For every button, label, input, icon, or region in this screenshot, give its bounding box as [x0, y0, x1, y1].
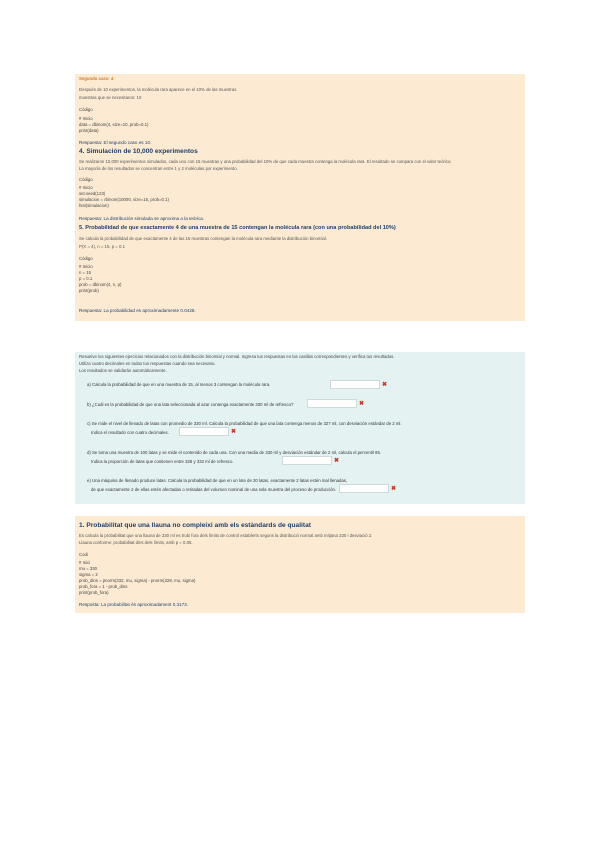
section-title: 1. Probabilitat que una llauna no compleixi amb els estàndards de qualitat	[79, 522, 311, 529]
quiz-intro: Utiliza cuatro decimales en todas tus respuestas cuando sea necesario.	[79, 361, 216, 366]
question-e: e) Una máquina de llenado produce latas. Calcula la probabilidad de que en un lote de 20 latas, exactamente 2 latas estén mal llenadas,	[87, 478, 348, 483]
question-d-cont: Indica la proporción de latas que contienen entre 328 y 332 ml de refresco.	[91, 459, 234, 464]
exercise-panel-binomial	[75, 74, 525, 321]
code-label: Código	[79, 177, 93, 182]
section-title: 5. Probabilidad de que exactamente 4 de una muestra de 15 contengan la molécula rara (con una probabilidad del 10%)	[79, 225, 396, 231]
question-c-cont: Indica el resultado con cuatro decimales.	[91, 430, 169, 435]
code-label: Código	[79, 107, 93, 112]
code-line: p = 0.1	[79, 276, 93, 281]
section-title: 4. Simulación de 10,000 experimentos	[79, 148, 198, 155]
description-text: La mayoría de los resultados se concentran entre 1 y 2 moléculas por experimento.	[79, 166, 238, 171]
code-line: sigma = 2	[79, 572, 98, 577]
answer-input-e[interactable]	[339, 484, 389, 493]
answer-text: Resposta: La probabilitat és aproximadament 0.3173.	[79, 602, 189, 607]
code-line: print(prob)	[79, 288, 99, 293]
code-line: n = 15	[79, 270, 92, 275]
answer-text: Respuesta: La distribución simulada se aproxima a la teórica.	[79, 216, 205, 221]
code-line: hist(simulacion)	[79, 203, 109, 208]
answer-input-c[interactable]	[179, 427, 229, 436]
x-icon: ✖	[391, 486, 397, 492]
code-line: # Inicio	[79, 116, 93, 121]
description-text: Después de 10 experimentos, la molécula rara aparece en el 10% de las muestras	[79, 87, 237, 92]
code-line: print(prob_fora)	[79, 590, 109, 595]
code-line: set.seed(123)	[79, 191, 106, 196]
answer-input-b[interactable]	[307, 399, 357, 408]
code-line: print(data)	[79, 128, 99, 133]
description-text: Llauna conforme: probabilitat dins dels límits, amb p = 0.05.	[79, 540, 193, 545]
code-label: Código	[79, 256, 93, 261]
answer-text: Respuesta: El segundo caso es 10.	[79, 140, 152, 145]
quiz-intro: Los resultados se validarán automáticamente.	[79, 368, 167, 373]
description-text: Es calcula la probabilitat que una llauna de 330 ml es trobi fora dels límits de control establerts segons la distribució normal amb mitjana 330 i desviació 2.	[79, 533, 373, 538]
code-line: # Inicio	[79, 185, 93, 190]
answer-input-a[interactable]	[330, 380, 380, 389]
code-line: # Inici	[79, 560, 91, 565]
quiz-panel	[75, 352, 525, 504]
description-text: muestras que se necesitaron: 10	[79, 95, 142, 100]
description-text: Se calcula la probabilidad de que exactamente 4 de las 15 muestras contengan la molécula rara mediante la distribución binomial.	[79, 236, 327, 241]
code-line: prob = dbinom(4, n, p)	[79, 282, 122, 287]
question-b: b) ¿Cuál es la probabilidad de que una lata seleccionada al azar contenga exactamente 330 ml de refresco?	[87, 402, 294, 407]
code-line: prob_dins = pnorm(332, mu, sigma) - pnorm(328, mu, sigma)	[79, 578, 196, 583]
code-line: data = dbinom(4, size=10, prob=0.1)	[79, 122, 149, 127]
code-line: # Inicio	[79, 264, 93, 269]
code-label: Codi	[79, 552, 88, 557]
answer-input-d[interactable]	[282, 456, 332, 465]
question-c: c) Se mide el nivel de llenado de latas con promedio de 330 ml. Calcula la probabilidad de que una lata contenga menos de 327 ml, con desviación estándar de 2 ml.	[87, 421, 402, 426]
x-icon: ✖	[382, 382, 388, 388]
x-icon: ✖	[359, 401, 365, 407]
x-icon: ✖	[231, 429, 237, 435]
x-icon: ✖	[334, 458, 340, 464]
quiz-intro: Resuelve los siguientes ejercicios relacionados con la distribución binomial y normal. Ingresa tus respuestas en las casillas correspondientes y verifica tus resultados.	[79, 354, 395, 359]
code-line: mu = 330	[79, 566, 98, 571]
question-a: a) Calcula la probabilidad de que en una muestra de 15, al menos 3 contengan la molécula rara.	[87, 382, 271, 387]
formula-text: P(X = 4), n = 15, p = 0.1	[79, 244, 125, 249]
case-label: Segundo caso: 4	[79, 76, 114, 81]
question-e-cont: de que exactamente 2 de ellas estén afectadas o retiradas del volumen nominal de una sola muestra del proceso de producción.	[91, 487, 337, 492]
question-d: d) Se toma una muestra de 100 latas y se mide el contenido de cada una. Con una media de 330 ml y desviación estándar de 2 ml, calcula el percentil 95.	[87, 450, 382, 455]
description-text: Se realizaron 10,000 experimentos simulados, cada uno con 15 muestras y una probabilidad del 10% de que cada muestra contenga la molécula rara. El resultado se compara con el valor teórico.	[79, 159, 452, 164]
exercise-panel-quality	[75, 516, 525, 613]
code-line: simulacion = rbinom(10000, size=15, prob=0.1)	[79, 197, 169, 202]
answer-text: Respuesta: La probabilidad es aproximadamente 0.0428.	[79, 308, 196, 313]
code-line: prob_fora = 1 - prob_dins	[79, 584, 128, 589]
